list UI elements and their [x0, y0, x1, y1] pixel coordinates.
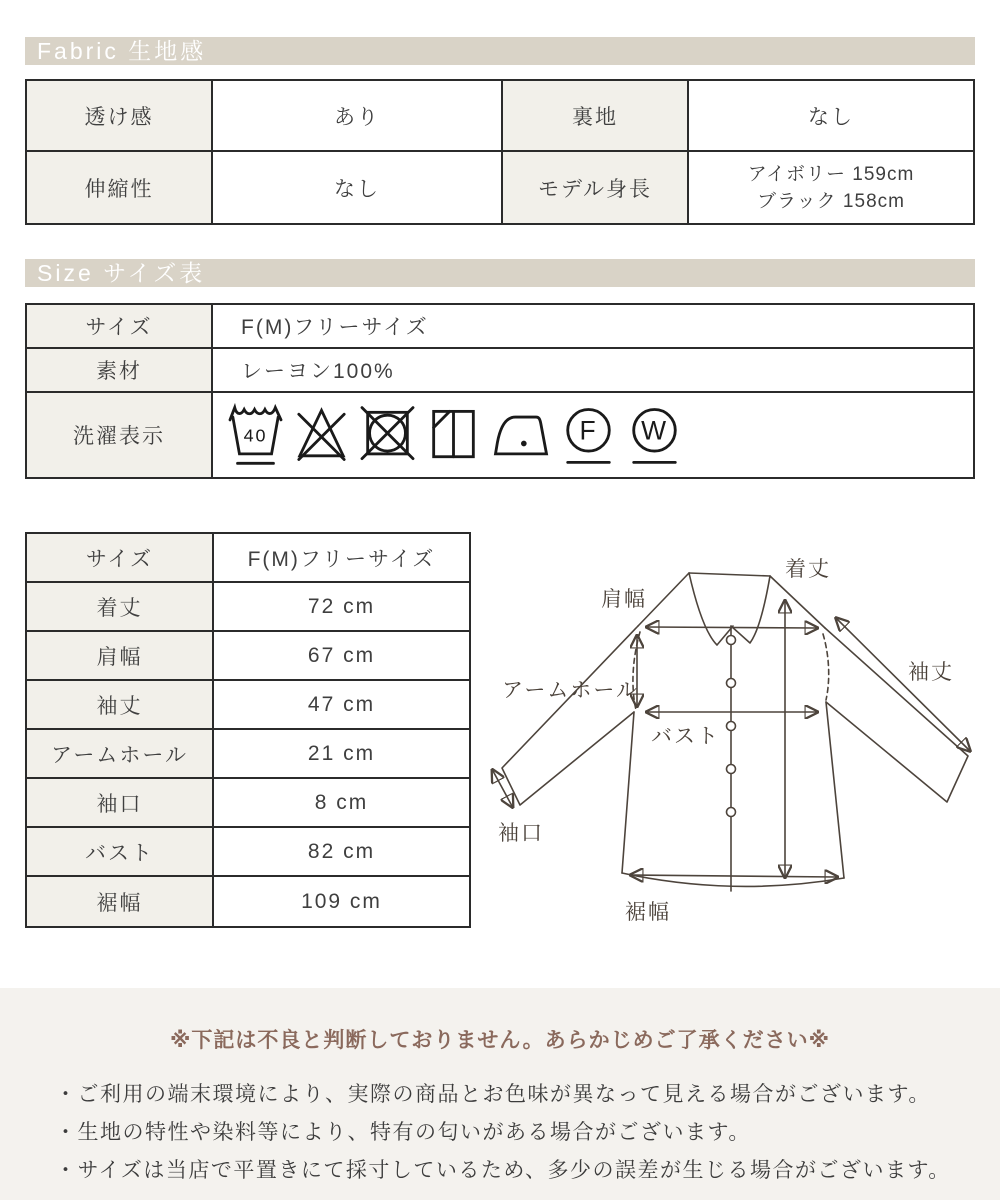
label-shoulder-width: 肩幅: [601, 588, 647, 611]
label-bust: バスト: [651, 725, 720, 748]
dry-clean-f-icon: [560, 401, 617, 469]
shirt-outline: [502, 573, 968, 891]
meas-value-hem: 109 cm: [301, 889, 382, 913]
meas-label-cuff: 袖口: [27, 779, 214, 828]
note-item-smell: ・生地の特性や染料等により、特有の匂いがある場合がございます。: [55, 1121, 751, 1144]
label-sleeve-length: 袖丈: [908, 661, 954, 684]
label-armhole: アームホール: [502, 679, 639, 702]
fabric-value-model-height: [689, 152, 973, 223]
meas-value-length: 72 cm: [214, 583, 469, 632]
meas-header-label: サイズ: [27, 534, 214, 583]
wash-40-icon: [227, 401, 284, 469]
meas-header-value: F(M)フリーサイズ: [214, 534, 469, 583]
label-cuff: 袖口: [498, 822, 544, 845]
notes-list: [55, 1076, 960, 1190]
fabric-label-stretch: 伸縮性: [27, 152, 213, 223]
label-hem-width: 裾幅: [625, 901, 671, 924]
model-height-ivory: アイボリー 159cm: [747, 163, 915, 185]
note-item-size-error: ・サイズは当店で平置きにて採寸しているため、多少の誤差が生じる場合がございます。: [55, 1159, 951, 1182]
meas-label-sleeve: 袖丈: [27, 681, 214, 730]
size-value: F(M)フリーサイズ: [213, 305, 973, 349]
no-tumble-dry-icon: [359, 401, 416, 469]
meas-label-armhole: アームホール: [27, 730, 214, 779]
meas-value-armhole: 21 cm: [214, 730, 469, 779]
iron-low-icon: [491, 401, 551, 469]
size-label: サイズ: [27, 305, 213, 349]
svg-text:W: W: [641, 415, 668, 446]
notes-section: [0, 988, 1000, 1200]
line-dry-in-shade-icon: [425, 401, 482, 469]
no-bleach-icon: [293, 401, 350, 469]
fabric-label-model-height: モデル身長: [503, 152, 689, 223]
fabric-label-sheerness: 透け感: [27, 81, 213, 152]
svg-text:40: 40: [243, 425, 268, 446]
fabric-table: [25, 79, 975, 225]
meas-value-shoulder: 67 cm: [214, 632, 469, 681]
care-label: 洗濯表示: [27, 393, 213, 477]
meas-label-bust: バスト: [27, 828, 214, 877]
meas-label-length: 着丈: [27, 583, 214, 632]
meas-value-cuff: 8 cm: [214, 779, 469, 828]
model-height-black: ブラック 158cm: [757, 190, 905, 212]
garment-diagram: [480, 540, 1000, 960]
meas-value-sleeve: 47 cm: [214, 681, 469, 730]
material-label: 素材: [27, 349, 213, 393]
label-body-length: 着丈: [785, 558, 831, 581]
care-symbols: [213, 393, 973, 477]
note-item-color: ・ご利用の端末環境により、実際の商品とお色味が異なって見える場合がございます。: [55, 1083, 931, 1106]
meas-value-bust: 82 cm: [214, 828, 469, 877]
fabric-label-lining: 裏地: [503, 81, 689, 152]
material-value: レーヨン100%: [213, 349, 973, 393]
meas-label-hem: 裾幅: [27, 877, 214, 926]
meas-label-shoulder: 肩幅: [27, 632, 214, 681]
size-info-table: [25, 303, 975, 479]
wet-clean-w-icon: [626, 401, 683, 469]
fabric-value-stretch: なし: [213, 152, 503, 223]
fabric-value-sheerness: あり: [213, 81, 503, 152]
fabric-section-header: Fabric 生地感: [25, 37, 975, 65]
notes-heading: ※下記は不良と判断しておりません。あらかじめご了承ください※: [169, 1029, 831, 1052]
fabric-value-lining: なし: [689, 81, 973, 152]
diagram-labels: [498, 558, 954, 924]
svg-text:F: F: [579, 415, 598, 446]
measurement-table: [25, 532, 471, 928]
size-section-header: Size サイズ表: [25, 259, 975, 287]
